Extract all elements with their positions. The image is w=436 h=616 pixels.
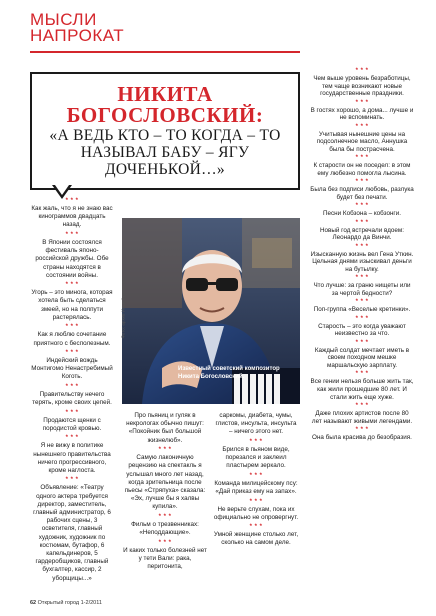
aphorism-item xyxy=(213,439,299,471)
aphorism-item xyxy=(213,524,299,547)
aphorism-item xyxy=(213,473,299,496)
aphorism-item xyxy=(30,435,114,475)
column-middle-2 xyxy=(213,412,299,550)
page-number: 62 xyxy=(30,600,37,606)
aphorism-item xyxy=(30,198,114,230)
aphorism-item xyxy=(310,179,414,201)
aphorism-item xyxy=(310,155,414,177)
aphorism-text: Объявление: «Театру одного актера требуется директор, заместитель, главный администратор, 6 рабочих сцены, 3 осветителя, главный художник, художник по костюмам, бутафор, 6 капельдинеров, 5 гардеробщиков, главный бухгалтер, кассир, 2 уборщицы...» xyxy=(33,484,111,582)
stars-separator: * * * xyxy=(249,524,263,531)
headline-quote: «А ВЕДЬ КТО – ТО КОГДА – ТО НАЗЫВАЛ БАБУ – ЯГУ ДОЧЕНЬКОЙ…» xyxy=(49,127,281,178)
aphorism-text: И каких только болезней нет у тети Вали: рака, перитонита, xyxy=(123,546,207,570)
rubric-underline xyxy=(30,51,300,53)
aphorism-item xyxy=(310,316,414,338)
stars-separator: * * * xyxy=(355,427,369,434)
stars-separator: * * * xyxy=(158,513,172,520)
aphorism-item xyxy=(310,124,414,154)
stars-separator: * * * xyxy=(355,339,369,346)
aphorism-text: Фильм о трезвенниках: «Неподдающие». xyxy=(131,520,199,537)
aphorism-item xyxy=(310,100,414,122)
photo-credit-text: Фото: архив Ильи Кузнецова xyxy=(120,278,126,339)
magazine-issue: Открытый город 1-2/2011 xyxy=(37,600,102,606)
aphorism-text: Новый год встречали вдоем: Леонардо да Винчи. xyxy=(320,226,404,242)
aphorism-text: Правительству нечего терять, кроме своих цепей. xyxy=(32,390,112,407)
aphorism-text: Продаются щенки с породистой кровью. xyxy=(42,416,102,432)
stars-separator: * * * xyxy=(249,498,263,505)
aphorism-item xyxy=(310,340,414,370)
stars-separator: * * * xyxy=(158,539,172,546)
headline-name-line2: БОГОСЛОВСКИЙ: xyxy=(66,103,264,127)
aphorism-text: Самую лаконичную рецензию на спектакль я услышал много лет назад, когда зрительница после пьесы «Стряпуха» сказала: «Эх, лучше бы я халвы купила». xyxy=(124,454,206,511)
aphorism-item xyxy=(310,427,414,442)
stars-separator: * * * xyxy=(355,275,369,282)
stars-separator: * * * xyxy=(249,472,263,479)
aphorism-item xyxy=(310,275,414,297)
stars-separator: * * * xyxy=(65,383,79,390)
aphorism-item xyxy=(122,447,208,511)
stars-separator: * * * xyxy=(158,447,172,454)
aphorism-item xyxy=(310,68,414,98)
aphorism-item xyxy=(30,282,114,322)
stars-separator: * * * xyxy=(65,477,79,484)
stars-separator: * * * xyxy=(249,438,263,445)
aphorism-item xyxy=(310,203,414,218)
aphorism-text: Индейский вождь Монтигомо Ненастребимый Коготь. xyxy=(31,357,113,381)
stars-separator: * * * xyxy=(65,435,79,442)
aphorism-text: Старость – это когда уважают неизвестно за что. xyxy=(318,322,406,338)
stars-separator: * * * xyxy=(65,324,79,331)
speech-bubble-tail-inner xyxy=(55,185,69,195)
aphorism-text: Что лучше: за граню нищеты или за чертой бедности? xyxy=(313,282,411,298)
page-footer xyxy=(30,600,102,606)
aphorism-text: Каждый солдат мечтает иметь в своем походном мешке маршальскую зарплату. xyxy=(314,346,410,370)
aphorism-text: Как жаль, что я не знаю вас кинограммов двадцать назад. xyxy=(31,205,113,229)
headline-name xyxy=(40,84,290,126)
stars-separator: * * * xyxy=(65,198,79,204)
stars-separator: * * * xyxy=(355,123,369,130)
aphorism-text: Была без подписи любовь, разлука будет без печати. xyxy=(310,186,414,202)
aphorism-item xyxy=(30,477,114,582)
photo-caption: Известный советский композитор Никита Богословский. xyxy=(178,366,280,380)
aphorism-item xyxy=(213,499,299,522)
stars-separator: * * * xyxy=(355,243,369,250)
aphorism-item xyxy=(310,371,414,401)
aphorism-item xyxy=(310,299,414,314)
column-left xyxy=(30,198,114,585)
aphorism-item xyxy=(310,244,414,274)
aphorism-text: Я не вижу в политике нынешнего правительства ничего прогрессивного, кроме наглоста. xyxy=(33,442,111,474)
aphorism-text: Не верьте слухам, пока их официально не опровергнут. xyxy=(213,505,299,521)
stars-separator: * * * xyxy=(65,282,79,289)
aphorism-text: саркомы, диабета, чумы, глистов, инсульта, инсульта – ничего этого нет. xyxy=(215,412,297,436)
aphorism-text: Все гении нельзя больше жить так, как жили прошедшие 80 лет. И стали жить еще хуже. xyxy=(310,378,414,401)
aphorism-text: Песни Кобзона – кобзонги. xyxy=(322,210,401,218)
column-right xyxy=(310,68,414,443)
aphorism-item xyxy=(30,410,114,433)
stars-separator: * * * xyxy=(355,203,369,210)
aphorism-item xyxy=(122,540,208,572)
aphorism-item xyxy=(213,412,299,437)
aphorism-text: Умной женщине столько лет, сколько на самом деле. xyxy=(213,531,299,547)
aphorism-text: В гостях хорошо, а дома... лучше и не вспоминать. xyxy=(310,106,414,122)
aphorism-item xyxy=(310,220,414,242)
aphorism-text: В Японии состоялся фестиваль японо-российской дружбы. Обе страны находятся в состоянии войны. xyxy=(35,238,109,279)
aphorism-text: Чем выше уровень безработицы, тем чаще возникают новые государственные праздники. xyxy=(313,75,411,98)
stars-separator: * * * xyxy=(355,99,369,106)
headline-name-line1: НИКИТА xyxy=(117,82,213,106)
aphorism-item xyxy=(30,384,114,407)
aphorism-item xyxy=(30,350,114,382)
stars-separator: * * * xyxy=(65,409,79,416)
stars-separator: * * * xyxy=(355,371,369,378)
aphorism-text: Про пьяниц и гуляк в некрологах обычно пишут: «Покойник был большой жизнелюб». xyxy=(126,412,204,444)
aphorism-item xyxy=(30,324,114,347)
stars-separator: * * * xyxy=(65,350,79,357)
aphorism-text: Даже плохих артистов после 80 лет называют живыми легендами. xyxy=(311,410,413,425)
stars-separator: * * * xyxy=(355,68,369,74)
stars-separator: * * * xyxy=(355,155,369,162)
aphorism-item xyxy=(310,403,414,425)
aphorism-text: Она была красива до безобразия. xyxy=(312,434,412,442)
aphorism-item xyxy=(30,232,114,280)
aphorism-text: Команда милицейскому псу: «Дай приказ ему на запах». xyxy=(214,479,298,496)
aphorism-text: Как я люблю сочетание приятного с бесполезным. xyxy=(33,331,111,347)
stars-separator: * * * xyxy=(355,299,369,306)
aphorism-text: Брился в пьяном виде, порезался и заклеил пластырем зеркало. xyxy=(222,445,290,470)
stars-separator: * * * xyxy=(65,231,79,238)
aphorism-text: Изысканную жизнь вел Гена Уткин. Цельная днями изыскивал деньги на бутылку. xyxy=(310,250,414,274)
aphorism-item xyxy=(122,514,208,537)
stars-separator: * * * xyxy=(355,219,369,226)
stars-separator: * * * xyxy=(355,315,369,322)
stars-separator: * * * xyxy=(355,403,369,410)
aphorism-text: К старости он не поседел: в этом ему любезно помогла лысина. xyxy=(313,162,411,178)
column-middle-1 xyxy=(122,412,208,573)
stars-separator: * * * xyxy=(355,179,369,186)
aphorism-text: Учитывая нынешние цены на подсолнечное масло, Аннушка была бы пострасчена. xyxy=(316,130,408,154)
rubric-title: МЫСЛИ НАПРОКАТ xyxy=(30,10,125,45)
aphorism-text: Угорь – это минога, которая хотела быть сделаться змеей, но на полпути растерялась. xyxy=(31,289,113,321)
photo-credit xyxy=(118,226,126,396)
aphorism-item xyxy=(122,412,208,445)
aphorism-text: Поп-группа «Веселые кретинки». xyxy=(313,306,411,314)
